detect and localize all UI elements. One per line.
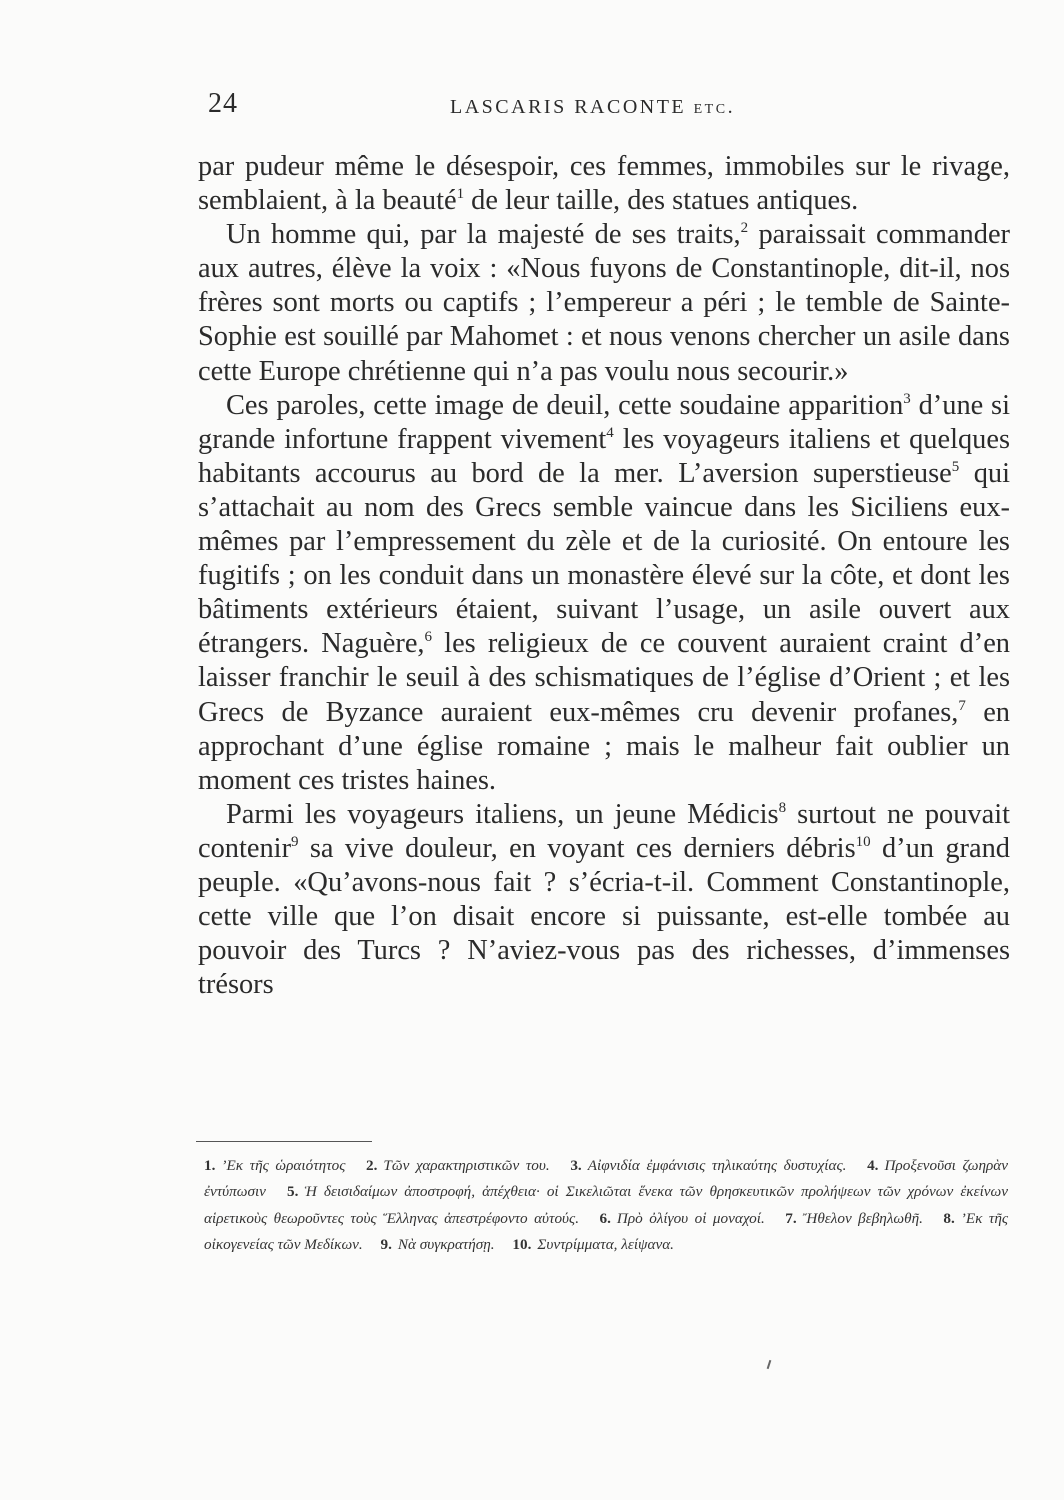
text-run: Ces paroles, cette image de deuil, cette soudaine apparition xyxy=(226,389,904,421)
stray-ink-mark xyxy=(767,1360,772,1369)
paragraph xyxy=(198,798,1010,1003)
footnote-text: ’Εκ τῆς οἰκογενείας τῶν Μεδίκων. xyxy=(204,1209,1009,1253)
footnote-reference: 8 xyxy=(778,799,787,816)
page-number: 24 xyxy=(208,88,238,119)
footnote-reference: 5 xyxy=(951,458,960,475)
footnote-number: 1. xyxy=(204,1157,216,1174)
footnote-reference: 9 xyxy=(291,833,299,850)
text-run: les voyageurs italiens et quelques habitants accourus au bord de la mer. L’aversion superstieuse xyxy=(198,423,1010,489)
page-header xyxy=(208,88,1008,122)
footnote-text: Ἤθελον βεβηλωθῆ. xyxy=(802,1209,923,1227)
text-run: par pudeur même le désespoir, ces femmes, immobiles sur le rivage, semblaient, à la beauté xyxy=(198,151,1010,217)
footnote-reference: 10 xyxy=(855,833,871,850)
text-run: Parmi les voyageurs italiens, un jeune Médicis xyxy=(226,798,779,830)
footnote-number: 8. xyxy=(943,1209,955,1227)
running-title: LASCARIS RACONTE etc. xyxy=(450,96,736,118)
text-run: Un homme qui, par la majesté de ses traits, xyxy=(226,219,741,251)
footnote-number: 9. xyxy=(380,1235,392,1253)
footnotes xyxy=(204,1153,1008,1258)
footnote-number: 4. xyxy=(867,1157,879,1174)
footnote-text: Συντρίμματα, λείψανα. xyxy=(537,1235,674,1253)
text-run: de leur taille, des statues antiques. xyxy=(464,185,859,217)
footnote-reference: 1 xyxy=(456,186,465,203)
text-run: sa vive douleur, en voyant ces derniers débris xyxy=(298,832,856,864)
text-run: surtout ne pouvait contenir xyxy=(198,798,1010,864)
paragraph xyxy=(198,150,1010,218)
main-text xyxy=(198,150,1010,1002)
text-run: en approchant d’une église romaine ; mais le malheur fait oublier un moment ces tristes haines. xyxy=(198,696,1010,796)
text-run: paraissait commander aux autres, élève la voix : «Nous fuyons de Constantinople, dit-il, nos frères sont morts ou captifs ; l’empereur a péri ; le temble de Sainte-Sophie est souillé par Mahomet : et nous venons chercher un asile dans cette Europe chrétienne qui n’a pas voulu nous secourir.» xyxy=(198,219,1010,387)
footnote-text: Προξενοῦσι ζωηρὰν ἐντύπωσιν xyxy=(204,1157,1008,1201)
footnote-number: 2. xyxy=(366,1157,378,1174)
footnote-text: Τῶν χαρακτηριστικῶν του. xyxy=(383,1157,550,1174)
footnote-number: 5. xyxy=(287,1183,299,1201)
footnote-reference: 3 xyxy=(903,390,911,407)
text-run: d’un grand peuple. «Qu’avons-nous fait ? s’écria-t-il. Comment Constantinople, cette ville que l’on disait encore si puissante, est-elle tombée au pouvoir des Turcs ? N’aviez-vous pas des richesses, d’immenses trésors xyxy=(198,832,1010,1001)
footnote-reference: 6 xyxy=(424,629,433,646)
footnote-text: Ἡ δεισιδαίμων ἀποστροφή, ἀπέχθεια· οἱ Σικελιῶται ἕνεκα τῶν θρησκευτικῶν προλήψεων τῶν χρόνων ἐκείνων αἱρετικοὺς θεωροῦντες τοὺς Ἕλληνας ἀπεστρέφοντο αὐτούς. xyxy=(204,1183,1009,1227)
footnote-text: Νὰ συγκρατήσῃ. xyxy=(397,1235,495,1253)
footnote-number: 3. xyxy=(570,1157,582,1174)
text-run: les religieux de ce couvent auraient craint d’en laisser franchir le seuil à des schismatiques de l’église d’Orient ; et les Grecs de Byzance auraient eux-mêmes cru devenir profanes, xyxy=(198,628,1010,728)
footnote-reference: 7 xyxy=(958,697,966,714)
footnote-text: Αἰφνιδία ἐμφάνισις τηλικαύτης δυστυχίας. xyxy=(587,1157,847,1174)
footnote-reference: 4 xyxy=(606,424,614,441)
footnote-number: 6. xyxy=(599,1209,611,1227)
footnote-number: 7. xyxy=(785,1209,797,1227)
footnote-text: Πρὸ ὀλίγου οἱ μοναχοί. xyxy=(616,1209,765,1227)
paragraph xyxy=(198,218,1010,388)
paragraph xyxy=(198,389,1010,798)
footnote-text: ’Εκ τῆς ὡραιότητος xyxy=(221,1157,346,1174)
footnote-divider xyxy=(196,1141,372,1142)
text-run: d’une si grande infortune frappent vivement xyxy=(198,389,1010,455)
footnote-number: 10. xyxy=(512,1235,532,1253)
footnote-reference: 2 xyxy=(740,220,749,237)
text-run: qui s’attachait au nom des Grecs semble vaincue dans les Siciliens eux-mêmes par l’empressement du zèle et de la curiosité. On entoure les fugitifs ; on les conduit dans un monastère élevé sur la côte, et dont les bâtiments extérieurs étaient, suivant l’usage, un asile ouvert aux étrangers. Naguère, xyxy=(198,457,1010,660)
